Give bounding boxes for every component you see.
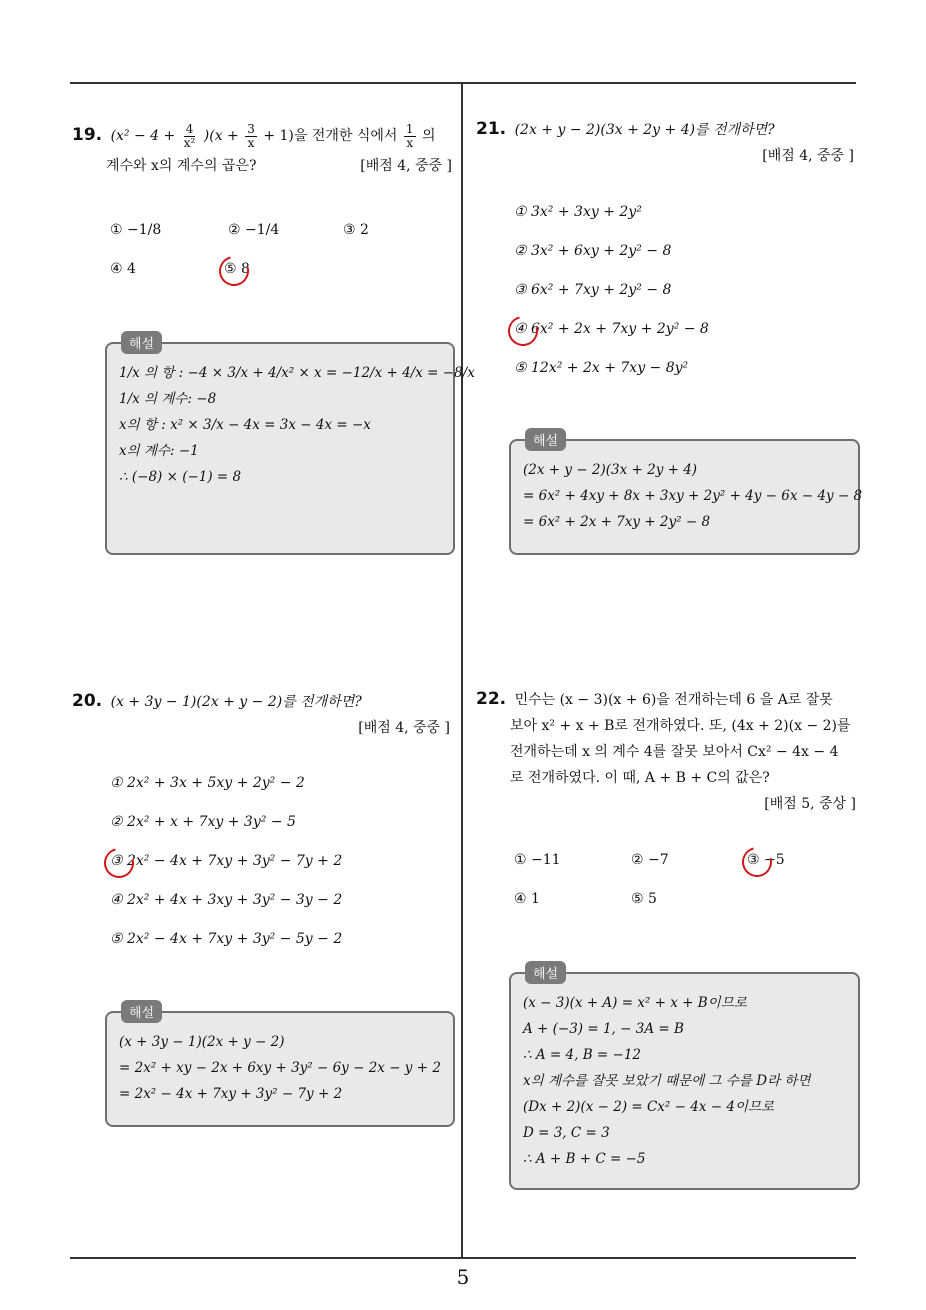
answer-mark-icon	[503, 311, 544, 352]
answer-mark-icon	[214, 251, 255, 292]
question-21	[476, 116, 854, 169]
solution-box	[105, 337, 475, 555]
solution-tag: 해설	[525, 428, 566, 451]
question-number: 21.	[476, 119, 507, 139]
question-22	[476, 686, 856, 817]
score-label: [배점 4, 중중 ]	[762, 148, 854, 164]
solution-line: = 6x² + 4xy + 8x + 3xy + 2y² + 4y − 6x − 4y − 8	[523, 488, 863, 504]
solution-tag: 해설	[121, 331, 162, 354]
solution-line: ∴ (−8) × (−1) = 8	[119, 469, 242, 485]
question-text: (2x + y − 2)(3x + 2y + 4)를 전개하면?	[514, 122, 775, 138]
solution-tag: 해설	[121, 1000, 162, 1023]
question-text: 로 전개하였다. 이 때, A + B + C의 값은?	[510, 770, 770, 786]
solution-line: = 2x² − 4x + 7xy + 3y² − 7y + 2	[119, 1086, 343, 1102]
choice-2[interactable]: ② 2x² + x + 7xy + 3y² − 5	[110, 814, 296, 830]
question-text: 민수는 (x − 3)(x + 6)을 전개하는데 6 을 A로 잘못	[514, 692, 833, 708]
answer-mark-icon	[737, 842, 778, 883]
solution-box	[509, 434, 863, 555]
solution-line: (2x + y − 2)(3x + 2y + 4)	[523, 462, 698, 478]
solution-line: (Dx + 2)(x − 2) = Cx² − 4x − 4이므로	[523, 1099, 775, 1115]
choice-5[interactable]: ⑤ 8	[224, 261, 250, 277]
page-number: 5	[456, 1265, 470, 1289]
choice-1[interactable]: ① 3x² + 3xy + 2y²	[514, 204, 642, 220]
solution-line: = 6x² + 2x + 7xy + 2y² − 8	[523, 514, 711, 530]
solution-line: x의 계수: −1	[119, 443, 199, 459]
solution-line: ∴ A = 4, B = −12	[523, 1047, 641, 1063]
fraction: $\frac{1}{x}$	[405, 121, 414, 150]
solution-line: = 2x² + xy − 2x + 6xy + 3y² − 6y − 2x − y + 2	[119, 1060, 441, 1076]
solution-box	[509, 967, 860, 1190]
solution-tag: 해설	[525, 961, 566, 984]
solution-line: A + (−3) = 1, − 3A = B	[523, 1021, 684, 1037]
choice-3[interactable]: ③ −5	[747, 852, 785, 868]
choice-5[interactable]: ⑤ 5	[631, 891, 657, 907]
question-20	[72, 688, 450, 741]
bottom-rule	[70, 1257, 856, 1259]
expr-part: + 1)을 전개한 식에서	[263, 128, 398, 144]
question-number: 20.	[72, 691, 103, 711]
expr-part: )(x +	[203, 128, 239, 144]
expr-part: (x² − 4 +	[110, 128, 176, 144]
choice-4[interactable]: ④ 4	[110, 261, 136, 277]
choice-4[interactable]: ④ 6x² + 2x + 7xy + 2y² − 8	[514, 321, 709, 337]
choice-3[interactable]: ③ 6x² + 7xy + 2y² − 8	[514, 282, 672, 298]
choice-2[interactable]: ② 3x² + 6xy + 2y² − 8	[514, 243, 672, 259]
answer-mark-icon	[99, 843, 140, 884]
choice-3[interactable]: ③ 2x² − 4x + 7xy + 3y² − 7y + 2	[110, 853, 343, 869]
choice-3[interactable]: ③ 2	[343, 222, 369, 238]
choice-4[interactable]: ④ 1	[514, 891, 540, 907]
score-label: [배점 4, 중중 ]	[360, 158, 452, 174]
question-number: 22.	[476, 689, 507, 709]
choice-2[interactable]: ② −1/4	[228, 222, 280, 238]
solution-line: D = 3, C = 3	[523, 1125, 610, 1141]
solution-box	[105, 1006, 455, 1127]
expr-part: 의	[421, 128, 436, 144]
solution-line: x의 계수를 잘못 보았기 때문에 그 수를 D라 하면	[523, 1073, 811, 1089]
question-text: 계수와 x의 계수의 곱은?	[106, 158, 257, 174]
fraction: $\frac{4}{\text{x²}}$	[183, 121, 196, 150]
choice-5[interactable]: ⑤ 2x² − 4x + 7xy + 3y² − 5y − 2	[110, 931, 343, 947]
choice-1[interactable]: ① −1/8	[110, 222, 162, 238]
question-text: (x + 3y − 1)(2x + y − 2)를 전개하면?	[110, 694, 362, 710]
fraction: $\frac{3}{x}$	[247, 121, 255, 150]
solution-line: (x + 3y − 1)(2x + y − 2)	[119, 1034, 285, 1050]
question-19	[72, 118, 452, 179]
choice-4[interactable]: ④ 2x² + 4x + 3xy + 3y² − 3y − 2	[110, 892, 343, 908]
choice-1[interactable]: ① −11	[514, 852, 561, 868]
solution-line: x의 항 : x² × 3/x − 4x = 3x − 4x = −x	[119, 417, 371, 433]
score-label: [배점 4, 중중 ]	[358, 720, 450, 736]
solution-line: 1/x 의 항 : −4 × 3/x + 4/x² × x = −12/x + 4/x = −8/x	[119, 365, 475, 381]
top-rule	[70, 82, 856, 84]
choice-2[interactable]: ② −7	[631, 852, 669, 868]
question-number: 19.	[72, 125, 103, 145]
choice-1[interactable]: ① 2x² + 3x + 5xy + 2y² − 2	[110, 775, 305, 791]
solution-line: 1/x 의 계수: −8	[119, 391, 217, 407]
solution-line: ∴ A + B + C = −5	[523, 1151, 646, 1167]
column-divider	[461, 84, 463, 1257]
choice-5[interactable]: ⑤ 12x² + 2x + 7xy − 8y²	[514, 360, 689, 376]
question-text: 보아 x² + x + B로 전개하였다. 또, (4x + 2)(x − 2)를	[510, 718, 851, 734]
question-text: 전개하는데 x 의 계수 4를 잘못 보아서 Cx² − 4x − 4	[510, 744, 839, 760]
solution-line: (x − 3)(x + A) = x² + x + B이므로	[523, 995, 747, 1011]
score-label: [배점 5, 중상 ]	[764, 796, 856, 812]
